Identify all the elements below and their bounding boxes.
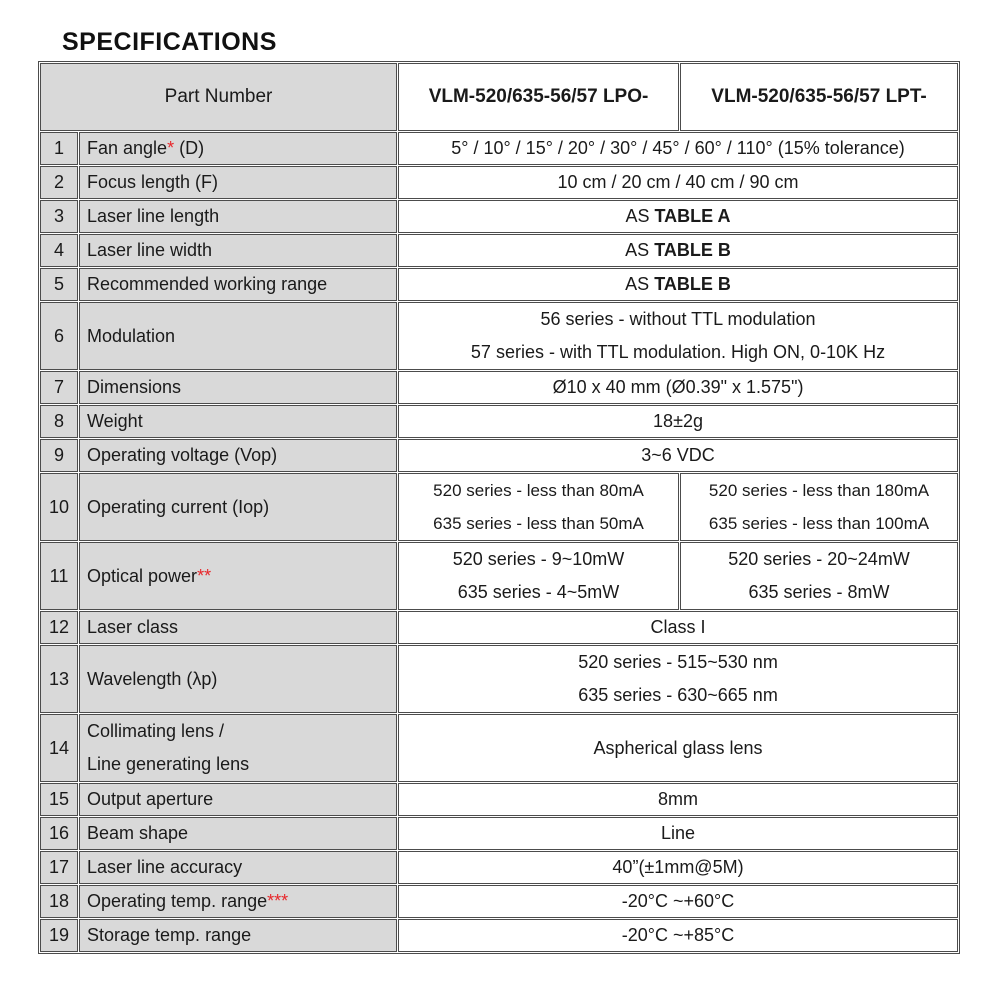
- row-label: Focus length (F): [79, 166, 397, 199]
- row-value: -20°C ~+85°C: [398, 919, 958, 952]
- row-value: 8mm: [398, 783, 958, 816]
- row-value-lpo: [398, 542, 679, 610]
- column-header-lpt: VLM-520/635-56/57 LPT-: [680, 63, 958, 131]
- row-label: [79, 132, 397, 165]
- row-number: 19: [40, 919, 78, 952]
- row-number: 17: [40, 851, 78, 884]
- label-suffix: (D): [174, 138, 205, 158]
- table-row: [40, 405, 958, 438]
- row-label: Operating current (Iop): [79, 473, 397, 541]
- page-title: SPECIFICATIONS: [62, 28, 277, 56]
- row-number: 9: [40, 439, 78, 472]
- row-value-lpt: [680, 473, 958, 541]
- table-row: [40, 919, 958, 952]
- row-label: Output aperture: [79, 783, 397, 816]
- column-header-lpo: VLM-520/635-56/57 LPO-: [398, 63, 679, 131]
- row-number: 16: [40, 817, 78, 850]
- row-label: Dimensions: [79, 371, 397, 404]
- row-label: Storage temp. range: [79, 919, 397, 952]
- table-row: [40, 166, 958, 199]
- value-line: 635 series - 8mW: [748, 582, 890, 602]
- row-label: Operating voltage (Vop): [79, 439, 397, 472]
- row-value: [398, 200, 958, 233]
- table-row: [40, 542, 958, 610]
- value-line: 635 series - less than 50mA: [433, 514, 644, 533]
- value-bold: TABLE A: [654, 206, 731, 226]
- row-value-lpo: [398, 473, 679, 541]
- row-value: 18±2g: [398, 405, 958, 438]
- row-number: 13: [40, 645, 78, 713]
- value-line: 635 series - 4~5mW: [457, 582, 620, 602]
- value-line: 520 series - less than 180mA: [708, 481, 930, 500]
- table-header-row: [40, 63, 958, 131]
- table-row: [40, 714, 958, 782]
- row-label: Wavelength (λp): [79, 645, 397, 713]
- value-line: 520 series - less than 80mA: [433, 481, 644, 500]
- table-row: [40, 132, 958, 165]
- table-row: [40, 885, 958, 918]
- value-line: 57 series - with TTL modulation. High ON, 0-10K Hz: [470, 342, 886, 362]
- label-line: Collimating lens /: [87, 721, 225, 741]
- row-value: Class I: [398, 611, 958, 644]
- row-number: 8: [40, 405, 78, 438]
- row-label: Laser line width: [79, 234, 397, 267]
- value-line: 520 series - 20~24mW: [728, 549, 910, 569]
- label-line: Line generating lens: [87, 754, 250, 774]
- row-label: Laser class: [79, 611, 397, 644]
- row-value: Line: [398, 817, 958, 850]
- row-number: 15: [40, 783, 78, 816]
- table-row: [40, 302, 958, 370]
- row-value-lpt: [680, 542, 958, 610]
- row-value: 40”(±1mm@5M): [398, 851, 958, 884]
- row-number: 5: [40, 268, 78, 301]
- value-line: 635 series - 630~665 nm: [578, 685, 778, 705]
- row-number: 6: [40, 302, 78, 370]
- table-row: [40, 473, 958, 541]
- table-row: [40, 783, 958, 816]
- footnote-asterisk: **: [197, 565, 212, 586]
- footnote-asterisk: *: [167, 138, 175, 158]
- row-number: 14: [40, 714, 78, 782]
- value-prefix: AS: [625, 274, 655, 294]
- value-bold: TABLE B: [654, 240, 731, 260]
- value-line: 635 series - less than 100mA: [708, 514, 930, 533]
- table-row: [40, 851, 958, 884]
- value-prefix: AS: [625, 206, 655, 226]
- value-line: 520 series - 515~530 nm: [578, 652, 778, 672]
- row-number: 12: [40, 611, 78, 644]
- part-number-header: Part Number: [40, 63, 397, 131]
- table-row: [40, 817, 958, 850]
- row-label: Weight: [79, 405, 397, 438]
- row-label: Modulation: [79, 302, 397, 370]
- row-value: -20°C ~+60°C: [398, 885, 958, 918]
- value-bold: TABLE B: [654, 274, 731, 294]
- table-row: [40, 439, 958, 472]
- row-value: 10 cm / 20 cm / 40 cm / 90 cm: [398, 166, 958, 199]
- row-number: 1: [40, 132, 78, 165]
- value-prefix: AS: [625, 240, 655, 260]
- row-label: [79, 714, 397, 782]
- row-value: [398, 234, 958, 267]
- row-number: 3: [40, 200, 78, 233]
- value-line: 520 series - 9~10mW: [452, 549, 625, 569]
- row-label: Beam shape: [79, 817, 397, 850]
- table-row: [40, 611, 958, 644]
- row-number: 18: [40, 885, 78, 918]
- row-label: Recommended working range: [79, 268, 397, 301]
- footnote-asterisk: ***: [267, 891, 289, 911]
- row-number: 10: [40, 473, 78, 541]
- row-number: 11: [40, 542, 78, 610]
- row-number: 4: [40, 234, 78, 267]
- table-row: [40, 268, 958, 301]
- label-text: Fan angle: [87, 138, 168, 158]
- row-number: 7: [40, 371, 78, 404]
- row-value: [398, 268, 958, 301]
- label-text: Optical power: [87, 565, 198, 586]
- row-number: 2: [40, 166, 78, 199]
- label-text: Operating temp. range: [87, 891, 268, 911]
- value-line: 56 series - without TTL modulation: [540, 309, 816, 329]
- table-row: [40, 234, 958, 267]
- row-label: Laser line accuracy: [79, 851, 397, 884]
- table-row: [40, 200, 958, 233]
- row-value: Ø10 x 40 mm (Ø0.39" x 1.575"): [398, 371, 958, 404]
- row-label: Laser line length: [79, 200, 397, 233]
- table-row: [40, 371, 958, 404]
- table-row: [40, 645, 958, 713]
- row-value: 5° / 10° / 15° / 20° / 30° / 45° / 60° / 110° (15% tolerance): [398, 132, 958, 165]
- row-value: Aspherical glass lens: [398, 714, 958, 782]
- row-value: [398, 302, 958, 370]
- row-label: [79, 542, 397, 610]
- row-value: [398, 645, 958, 713]
- row-value: 3~6 VDC: [398, 439, 958, 472]
- specifications-table: [38, 61, 960, 954]
- row-label: [79, 885, 397, 918]
